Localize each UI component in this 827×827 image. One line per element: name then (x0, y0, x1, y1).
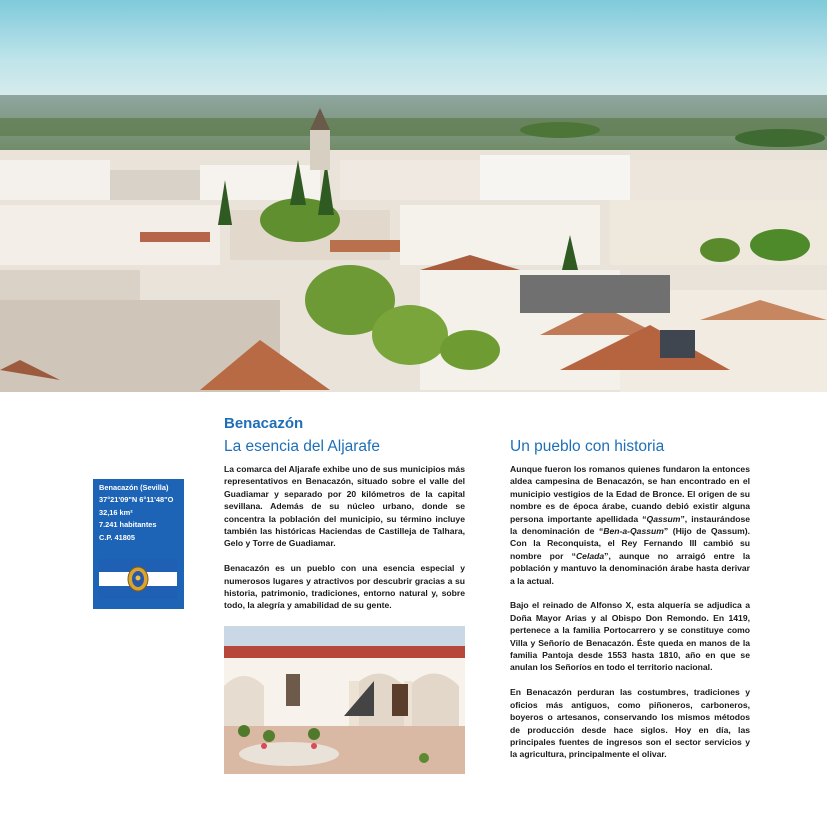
history-name-celada: Celada (575, 550, 605, 561)
intro-paragraph-2: Benacazón es un pueblo con una esencia especial y numerosos lugares y atractivos por descubrir gracias a su historia, patrimonio, tradiciones, entorno natural y, sobre todo, la alegría y amabilidad de su gente. (224, 563, 465, 611)
fact-town-name: Benacazón (Sevilla) (99, 483, 169, 492)
town-panorama-photo (0, 0, 827, 392)
fact-area: 32,16 km² (99, 507, 133, 517)
section-heading-aljarafe: La esencia del Aljarafe (224, 438, 380, 455)
history-name-qassum: Qassum (646, 513, 681, 524)
hacienda-courtyard-photo (224, 626, 465, 774)
history-name-ben-a-qassum: Ben-a-Qassum (603, 526, 664, 537)
history-text: ”, instaurándose la denominación de “ (510, 513, 750, 537)
section-heading-history: Un pueblo con historia (510, 438, 665, 455)
page-title: Benacazón (224, 415, 304, 432)
history-paragraph-2: Bajo el reinado de Alfonso X, esta alquería se adjudica a Doña Mayor Arias y al Obispo Don Remondo. En 1419, pertenece a la familia Portocarrero y se constituye como Villa y Señorío de Benacazón. Éste queda en manos de la familia Pantoja desde 1553 hasta 1810, año en que se anulan los Señoríos en todo el territorio nacional. (510, 600, 750, 673)
intro-paragraph-1: La comarca del Aljarafe exhibe uno de sus municipios más representativos en Benacazón, situado sobre el valle del Guadiamar y separado por 20 kilómetros de la capital sevillana. Además de su núcleo urbano, donde se concentra la población del municipio, su término incluye también las históricas Haciendas de Castilleja de Talhara, Gelo y Torre de Guadiamar. (224, 464, 465, 549)
history-paragraph-1 (510, 463, 750, 587)
town-flag-icon (99, 559, 177, 599)
town-fact-box (93, 479, 184, 609)
fact-population: 7.241 habitantes (99, 520, 157, 530)
fact-postal-code: C.P. 41805 (99, 532, 136, 542)
history-column (510, 463, 750, 773)
history-paragraph-3: En Benacazón perduran las costumbres, tradiciones y oficios más antiguos, como piñoneros, carboneros, boyeros o artesanos, conservando los mismos métodos de producción desde hace siglos. Hoy en día, las principales fuentes de ingresos son el sector servicios y la agricultura, principalmente el olivar. (510, 687, 750, 760)
fact-coordinates: 37°21'09"N 6°11'48"O (99, 495, 174, 505)
history-text: ” (Hijo de Qassum). Con la Reconquista, el Rey Fernando III cambió su nombre por “ (510, 526, 750, 561)
history-text: ”, aunque no arraigó entre la población y mantuvo la denominación árabe hasta derivar a la actual. (510, 550, 750, 586)
intro-column (224, 463, 465, 624)
history-text: Aunque fueron los romanos quienes fundaron la entonces aldea campesina de Benacazón, se han encontrado en el municipio vestigios de la Edad de Bronce. El origen de su nombre es de época árabe, cuando debió existir alguna persona importante apellidada “ (510, 464, 750, 524)
